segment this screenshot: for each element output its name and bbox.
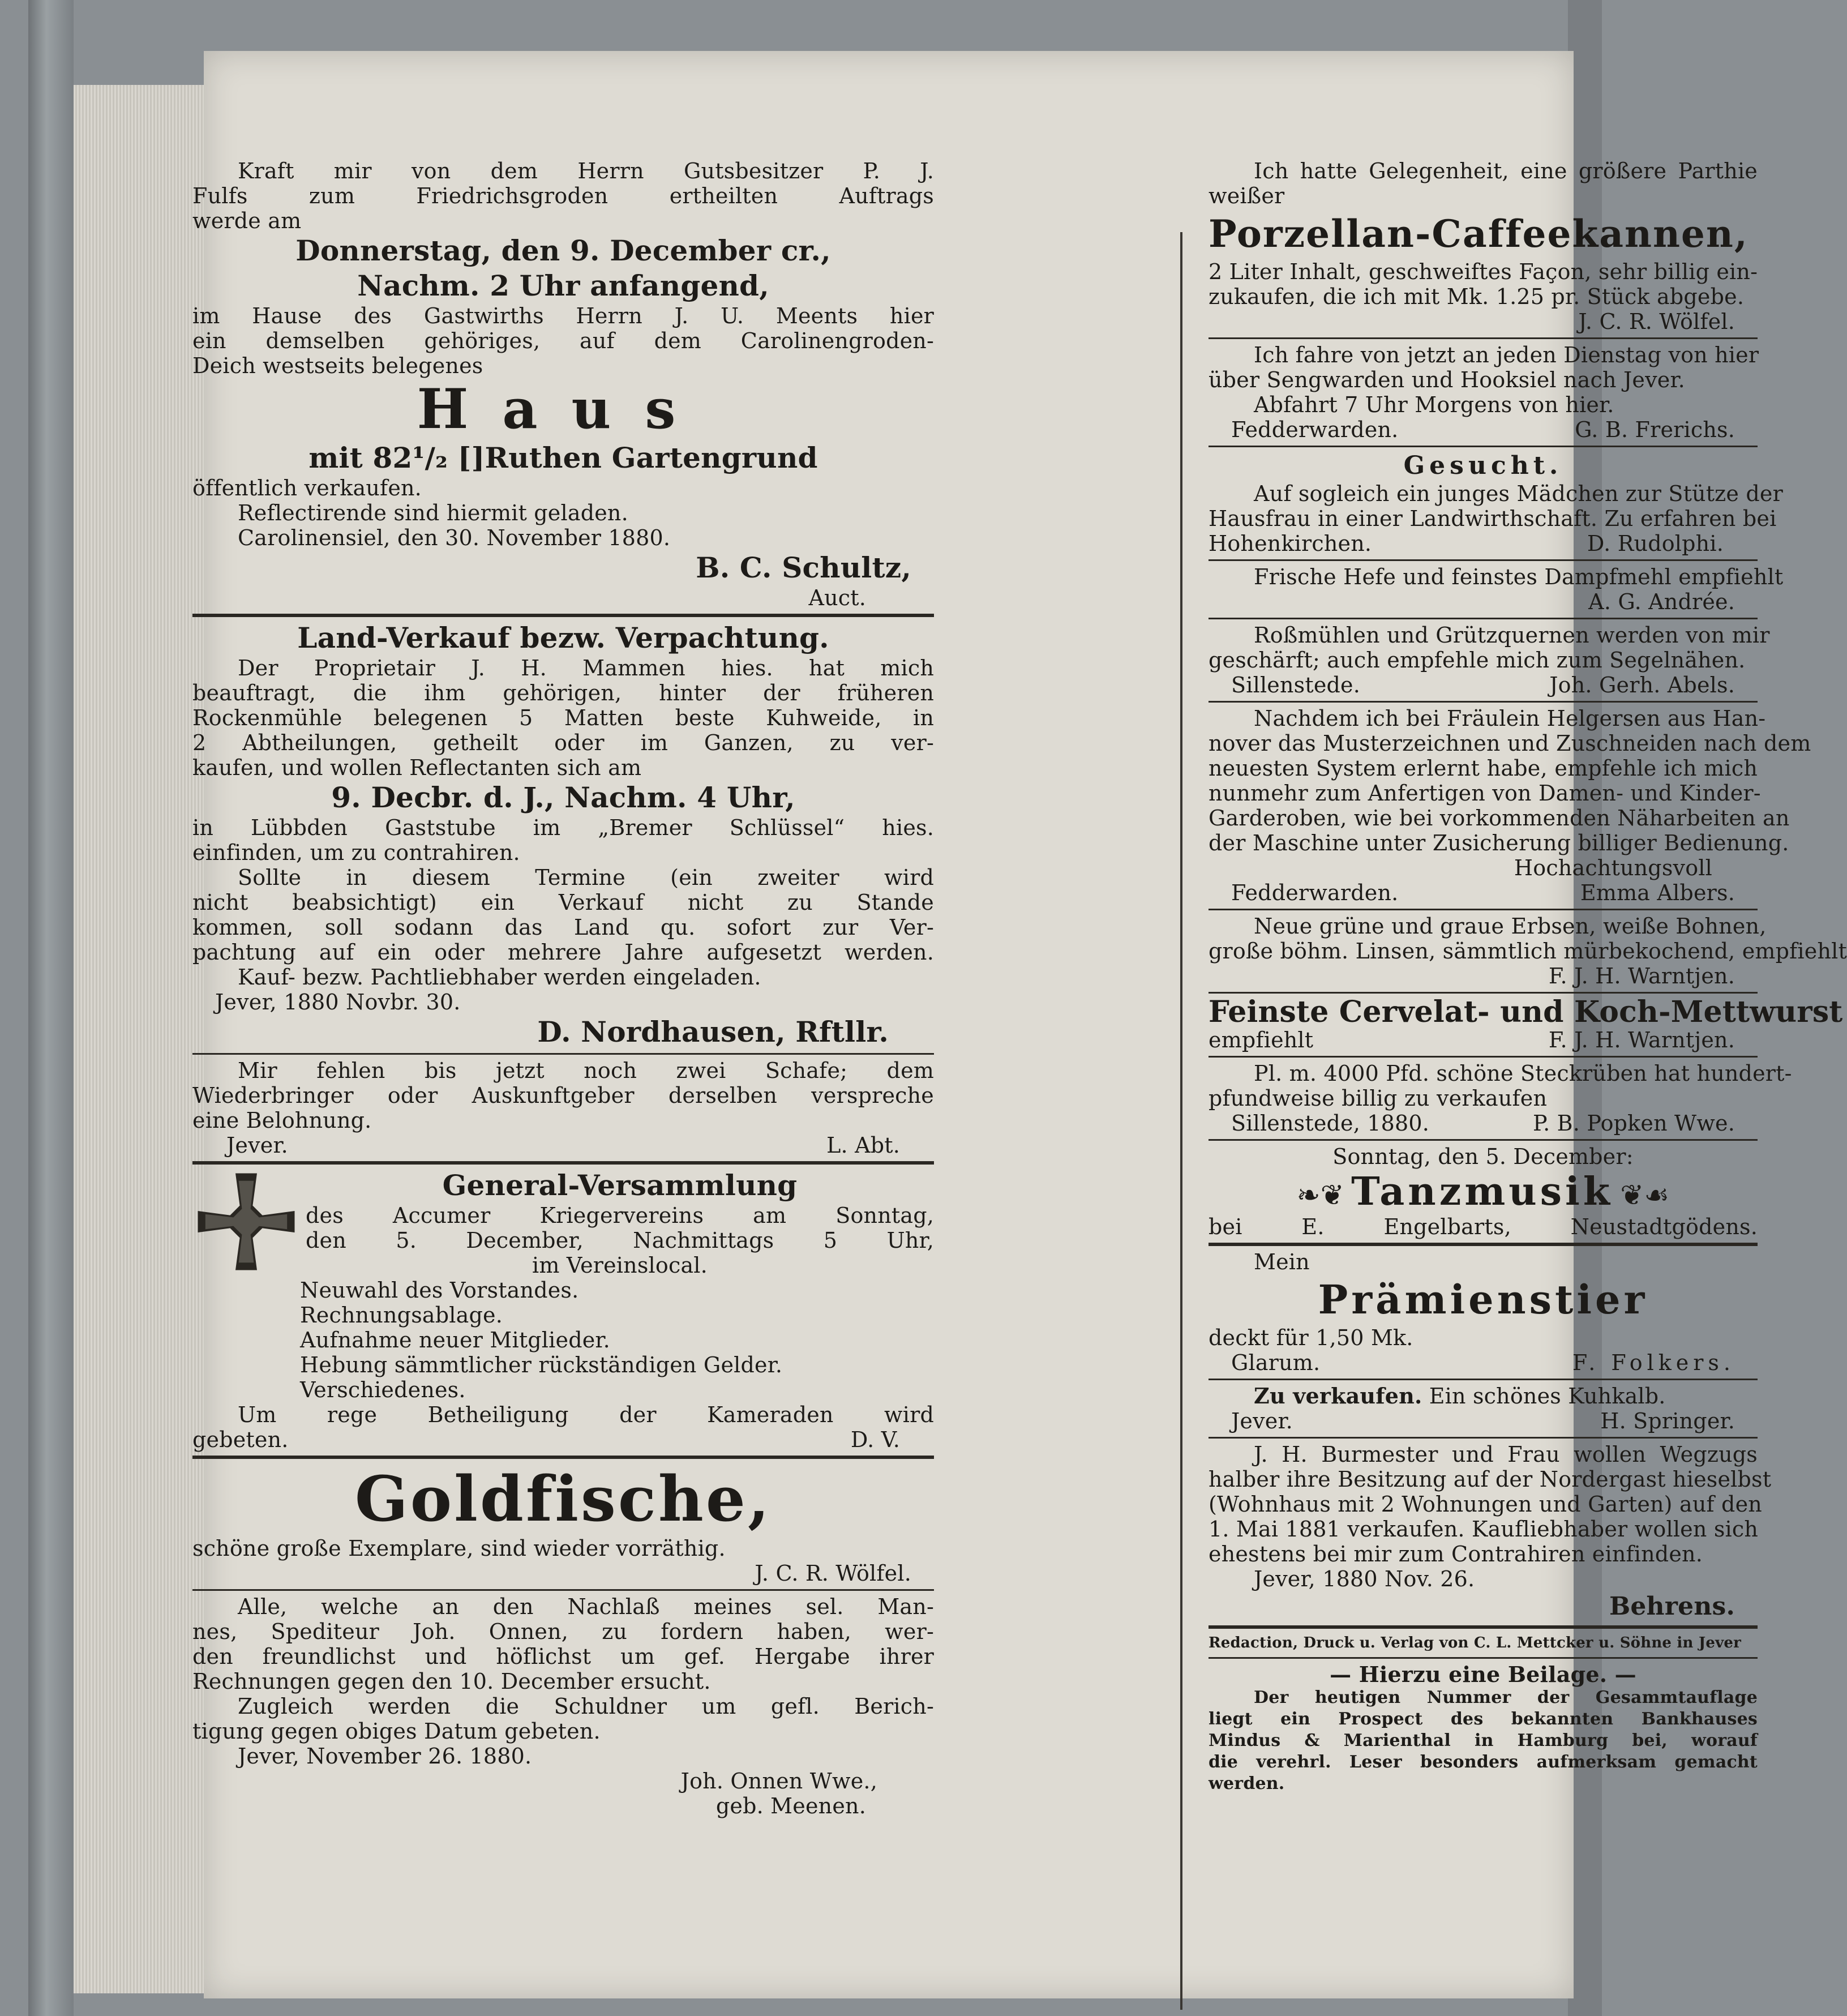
rule: [1209, 337, 1758, 339]
text-line: [1209, 1350, 1758, 1375]
signature: D. Nordhausen, Rftllr.: [537, 1015, 889, 1048]
iron-cross-graphic: [192, 1168, 300, 1275]
text-line: [1209, 673, 1758, 697]
text: Ein schönes Kuhkalb.: [1429, 1384, 1666, 1409]
text-line: 1. Mai 1881 verkaufen. Kaufliebhaber wollen sich: [1209, 1517, 1759, 1542]
place: Glarum.: [1231, 1350, 1321, 1375]
rule: [1209, 701, 1758, 703]
signature: G. B. Frerichs.: [1575, 417, 1735, 442]
porzellan-title: Porzellan-Caffeekannen,: [1209, 212, 1749, 256]
praemienstier-title: Prämienstier: [1318, 1276, 1648, 1323]
text-line: tigung gegen obiges Datum gebeten.: [192, 1719, 601, 1744]
agenda-item: Rechnungsablage.: [300, 1303, 503, 1328]
signature: A. G. Andrée.: [1588, 589, 1735, 614]
burmester-ad: [1209, 1442, 1772, 1622]
goldfische-ad: [192, 1462, 934, 1586]
text-line: nover das Musterzeichnen und Zuschneiden nach dem: [1209, 731, 1811, 756]
garden-line: mit 82¹/₂ []Ruthen Gartengrund: [308, 441, 818, 474]
tanz-title: Tanzmusik: [1351, 1169, 1613, 1214]
text-line: Garderoben, wie bei vorkommenden Näharbeiten an: [1209, 806, 1790, 831]
place: Fedderwarden.: [1231, 417, 1399, 442]
book-binding: [28, 0, 74, 2016]
text-line: nunmehr zum Anfertigen von Damen- und Kinder-: [1209, 781, 1761, 806]
text-line: halber ihre Besitzung auf der Nordergast hieselbst: [1209, 1467, 1772, 1492]
text-line: Mein: [1254, 1249, 1310, 1274]
land-title: Land-Verkauf bezw. Verpachtung.: [297, 621, 829, 654]
text-line: Rechnungen gegen den 10. December ersucht.: [192, 1669, 711, 1694]
land-ad: [192, 620, 934, 1050]
text-line: ehestens bei mir zum Contrahiren einfinden.: [1209, 1542, 1703, 1566]
text-line: weißer: [1209, 183, 1285, 208]
agenda-item: Neuwahl des Vorstandes.: [300, 1278, 579, 1303]
signature: L. Abt.: [826, 1133, 900, 1158]
text-line: öffentlich verkaufen.: [192, 476, 422, 500]
text-line: Ich fahre von jetzt an jeden Dienstag von hier: [1254, 343, 1759, 367]
beilage: — Hierzu eine Beilage. —: [1330, 1662, 1636, 1687]
signature: Emma Albers.: [1580, 880, 1735, 905]
text-line: [1209, 417, 1758, 442]
text-line: den freundlichst und höflichst um gef. Hergabe ihrer: [192, 1644, 934, 1669]
auction-date: Donnerstag, den 9. December cr.,: [295, 234, 831, 267]
gv-header: [192, 1168, 934, 1278]
text-line: Kauf- bezw. Pachtliebhaber werden eingeladen.: [238, 965, 761, 990]
text-line: Ich hatte Gelegenheit, eine größere Parthie: [1254, 159, 1758, 183]
rule: [1209, 1437, 1758, 1439]
signature: F. J. H. Warntjen.: [1548, 1028, 1735, 1052]
cervelat-title: Feinste Cervelat- und Koch-Mettwurst: [1209, 995, 1843, 1029]
text-line: Der Proprietair J. H. Mammen hies. hat mich: [238, 656, 934, 680]
rule: [1209, 909, 1758, 910]
rule: [1209, 1379, 1758, 1380]
land-date: 9. Decbr. d. J., Nachm. 4 Uhr,: [331, 781, 795, 814]
text-line: [1209, 880, 1758, 905]
text-line: (Wohnhaus mit 2 Wohnungen und Garten) auf den: [1209, 1492, 1762, 1517]
erbsen-ad: [1209, 914, 1847, 988]
prospekt-line: liegt ein Prospect des bekannten Bankhauses: [1209, 1709, 1758, 1729]
signature: P. B. Popken Wwe.: [1533, 1111, 1735, 1136]
text-line: neuesten System erlernt habe, empfehle ich mich: [1209, 756, 1758, 781]
porzellan-ad: [1209, 159, 1758, 334]
gv-text: [300, 1168, 934, 1278]
text-line: kommen, soll sodann das Land qu. sofort zur Ver-: [192, 915, 934, 940]
text-line: Sonntag, den 5. December:: [1332, 1144, 1634, 1169]
text-line: im Vereinslocal.: [532, 1253, 708, 1278]
text-line: Zugleich werden die Schuldner um gefl. Berich-: [238, 1694, 934, 1719]
ornament-right-icon: ❦☙: [1620, 1179, 1670, 1212]
text-line: Pl. m. 4000 Pfd. schöne Steckrüben hat hundert-: [1254, 1061, 1792, 1086]
text-line: Alle, welche an den Nachlaß meines sel. Man-: [238, 1594, 934, 1619]
iron-cross-icon: [192, 1168, 300, 1275]
rossmuehlen-ad: [1209, 623, 1770, 697]
rule: [1209, 1657, 1758, 1659]
text-line: nicht beabsichtigt) ein Verkauf nicht zu Stande: [192, 890, 934, 915]
text-line: eine Belohnung.: [192, 1108, 372, 1133]
text-line: ein demselben gehöriges, auf dem Carolinengroden-: [192, 328, 934, 353]
signature: Behrens.: [1609, 1592, 1735, 1621]
text-line: den 5. December, Nachmittags 5 Uhr,: [306, 1228, 934, 1253]
text-line: Um rege Betheiligung der Kameraden wird: [238, 1402, 934, 1427]
ornament-left-icon: ❧❦: [1296, 1179, 1344, 1212]
agenda-item: Aufnahme neuer Mitglieder.: [300, 1328, 610, 1352]
rule: [192, 614, 934, 617]
text-line: Neue grüne und graue Erbsen, weiße Bohnen,: [1254, 914, 1767, 939]
text: empfiehlt: [1209, 1028, 1314, 1052]
signature: J. C. R. Wölfel.: [1578, 309, 1735, 334]
text-line: [192, 1133, 934, 1158]
rule: [192, 1589, 934, 1591]
prospekt-line: Der heutigen Nummer der Gesammtauflage: [1254, 1688, 1758, 1707]
text-line: Frische Hefe und feinstes Dampfmehl empfiehlt: [1254, 564, 1784, 589]
text-line: große böhm. Linsen, sämmtlich mürbekochend, empfiehlt: [1209, 939, 1847, 964]
prospekt-line: Mindus & Marienthal in Hamburg bei, worauf: [1209, 1731, 1758, 1750]
onnen-ad: [192, 1594, 934, 1818]
schafe-ad: [192, 1058, 934, 1158]
gesucht-ad: [1209, 451, 1783, 556]
rule: [192, 1053, 934, 1055]
general-versammlung-ad: [192, 1168, 934, 1452]
signature: Joh. Onnen Wwe.,: [680, 1769, 877, 1794]
text: gebeten.: [192, 1427, 289, 1452]
text-line: pfundweise billig zu verkaufen: [1209, 1086, 1548, 1111]
text-line: Sollte in diesem Termine (ein zweiter wird: [238, 865, 934, 890]
signature: D. V.: [850, 1427, 900, 1452]
text-line: Reflectirende sind hiermit geladen.: [238, 500, 628, 525]
text-line: [1209, 1111, 1758, 1136]
signature: F. J. H. Warntjen.: [1548, 964, 1735, 988]
text-line: Jever, 1880 Novbr. 30.: [215, 990, 461, 1015]
text-line: Auf sogleich ein junges Mädchen zur Stütze der: [1254, 481, 1783, 506]
text-line: Abfahrt 7 Uhr Morgens von hier.: [1254, 392, 1614, 417]
kuhkalb-ad: [1209, 1384, 1758, 1433]
text-line: 2 Abtheilungen, getheilt oder im Ganzen, zu ver-: [192, 730, 934, 755]
text-line: Carolinensiel, den 30. November 1880.: [238, 525, 671, 550]
praemienstier-ad: [1209, 1249, 1758, 1375]
rule: [1209, 1056, 1758, 1058]
place: Hohenkirchen.: [1209, 531, 1372, 556]
text-line: kaufen, und wollen Reflectanten sich am: [192, 755, 642, 780]
auction-time: Nachm. 2 Uhr anfangend,: [357, 269, 769, 302]
text-line: [192, 1427, 934, 1452]
text-line: der Maschine unter Zusicherung billiger Bedienung.: [1209, 831, 1789, 855]
text-line: in Lübbden Gaststube im „Bremer Schlüssel“ hies.: [192, 815, 934, 840]
text-line: Kraft mir von dem Herrn Gutsbesitzer P. J.: [238, 159, 934, 183]
text-line: einfinden, um zu contrahiren.: [192, 840, 520, 865]
left-column: [192, 159, 934, 1818]
auction-ad: [192, 159, 934, 610]
text-line: im Hause des Gastwirths Herrn J. U. Meents hier: [192, 303, 934, 328]
place: Fedderwarden.: [1231, 880, 1399, 905]
text-line: Wiederbringer oder Auskunftgeber derselben verspreche: [192, 1083, 934, 1108]
rule: [192, 1456, 934, 1459]
agenda-item: Verschiedenes.: [300, 1377, 466, 1402]
hefe-ad: [1209, 564, 1784, 614]
text-line: zukaufen, die ich mit Mk. 1.25 pr. Stück abgebe.: [1209, 284, 1745, 309]
text-line: nes, Spediteur Joh. Onnen, zu fordern haben, wer-: [192, 1619, 934, 1644]
text-line: über Sengwarden und Hooksiel nach Jever.: [1209, 367, 1685, 392]
goldfische-title: Goldfische,: [354, 1462, 772, 1535]
rule: [1209, 992, 1758, 994]
impressum: Redaction, Druck u. Verlag von C. L. Mettcker u. Söhne in Jever: [1209, 1634, 1742, 1651]
signature: B. C. Schultz,: [696, 551, 911, 584]
right-column: [1209, 159, 1847, 1795]
cervelat-ad: [1209, 995, 1843, 1052]
place: Sillenstede, 1880.: [1231, 1111, 1430, 1136]
rule: [1209, 446, 1758, 447]
text-line: Jever, November 26. 1880.: [238, 1744, 532, 1769]
signature: geb. Meenen.: [715, 1794, 866, 1818]
signature: Joh. Gerh. Abels.: [1549, 673, 1735, 697]
signature: H. Springer.: [1600, 1409, 1735, 1433]
schneiderin-ad: [1209, 706, 1811, 905]
signature: J. C. R. Wölfel.: [755, 1561, 911, 1586]
newspaper-page: [192, 51, 1847, 1998]
prospekt-line: werden.: [1209, 1774, 1285, 1794]
rule: [1209, 618, 1758, 619]
text-line: des Accumer Kriegervereins am Sonntag,: [306, 1203, 934, 1228]
place: Sillenstede.: [1231, 673, 1361, 697]
steckrueben-ad: [1209, 1061, 1792, 1136]
text-line: Jever, 1880 Nov. 26.: [1254, 1566, 1475, 1591]
rule: [1209, 1243, 1758, 1246]
text-line: 2 Liter Inhalt, geschweiftes Façon, sehr billig ein-: [1209, 259, 1758, 284]
text-line: J. H. Burmester und Frau wollen Wegzugs: [1254, 1442, 1758, 1467]
rule: [192, 1161, 934, 1165]
rule: [1209, 1139, 1758, 1141]
text-line: pachtung auf ein oder mehrere Jahre aufgesetzt werden.: [192, 940, 934, 965]
place: Jever.: [1231, 1409, 1293, 1433]
text-line: Fulfs zum Friedrichsgroden ertheilten Auftrags: [192, 183, 934, 208]
prospekt-line: die verehrl. Leser besonders aufmerksam gemacht: [1209, 1752, 1758, 1772]
text-line: [1209, 1028, 1758, 1052]
text-line: bei E. Engelbarts, Neustadtgödens.: [1209, 1214, 1758, 1239]
text-line: beauftragt, die ihm gehörigen, hinter der früheren: [192, 680, 934, 705]
tanz-heading: [1209, 1169, 1758, 1214]
gv-title: General-Versammlung: [442, 1168, 798, 1202]
column-divider: [1180, 232, 1182, 2010]
text-line: Rockenmühle belegenen 5 Matten beste Kuhweide, in: [192, 705, 934, 730]
footer: [1209, 1632, 1758, 1795]
tanzmusik-ad: [1209, 1144, 1758, 1239]
text-line: [1209, 1384, 1758, 1409]
text-line: Hochachtungsvoll: [1514, 855, 1712, 880]
text-line: [1209, 531, 1758, 556]
place: Jever.: [226, 1133, 288, 1158]
text-line: Hausfrau in einer Landwirthschaft. Zu erfahren bei: [1209, 506, 1777, 531]
agenda-item: Hebung sämmtlicher rückständigen Gelder.: [300, 1352, 783, 1377]
page-stack-edge: [74, 85, 204, 1993]
text-line: Deich westseits belegenes: [192, 353, 483, 378]
fahrt-ad: [1209, 343, 1758, 442]
lead: Zu verkaufen.: [1254, 1383, 1422, 1409]
text-line: Roßmühlen und Grützquernen werden von mir: [1254, 623, 1770, 648]
signature-title: Auct.: [808, 585, 866, 610]
gesucht-title: Gesucht.: [1403, 451, 1563, 480]
haus-heading: Haus: [417, 377, 710, 441]
rule: [1209, 1625, 1758, 1629]
text-line: Mir fehlen bis jetzt noch zwei Schafe; dem: [238, 1058, 934, 1083]
text-line: geschärft; auch empfehle mich zum Segelnähen.: [1209, 648, 1746, 673]
text-line: deckt für 1,50 Mk.: [1209, 1325, 1413, 1350]
text-line: schöne große Exemplare, sind wieder vorräthig.: [192, 1536, 726, 1561]
text-line: Nachdem ich bei Fräulein Helgersen aus Han-: [1254, 706, 1766, 731]
signature: D. Rudolphi.: [1587, 531, 1724, 556]
text-line: [1209, 1409, 1758, 1433]
text-line: werde am: [192, 208, 302, 233]
signature: F. Folkers.: [1572, 1350, 1735, 1375]
rule: [1209, 559, 1758, 561]
